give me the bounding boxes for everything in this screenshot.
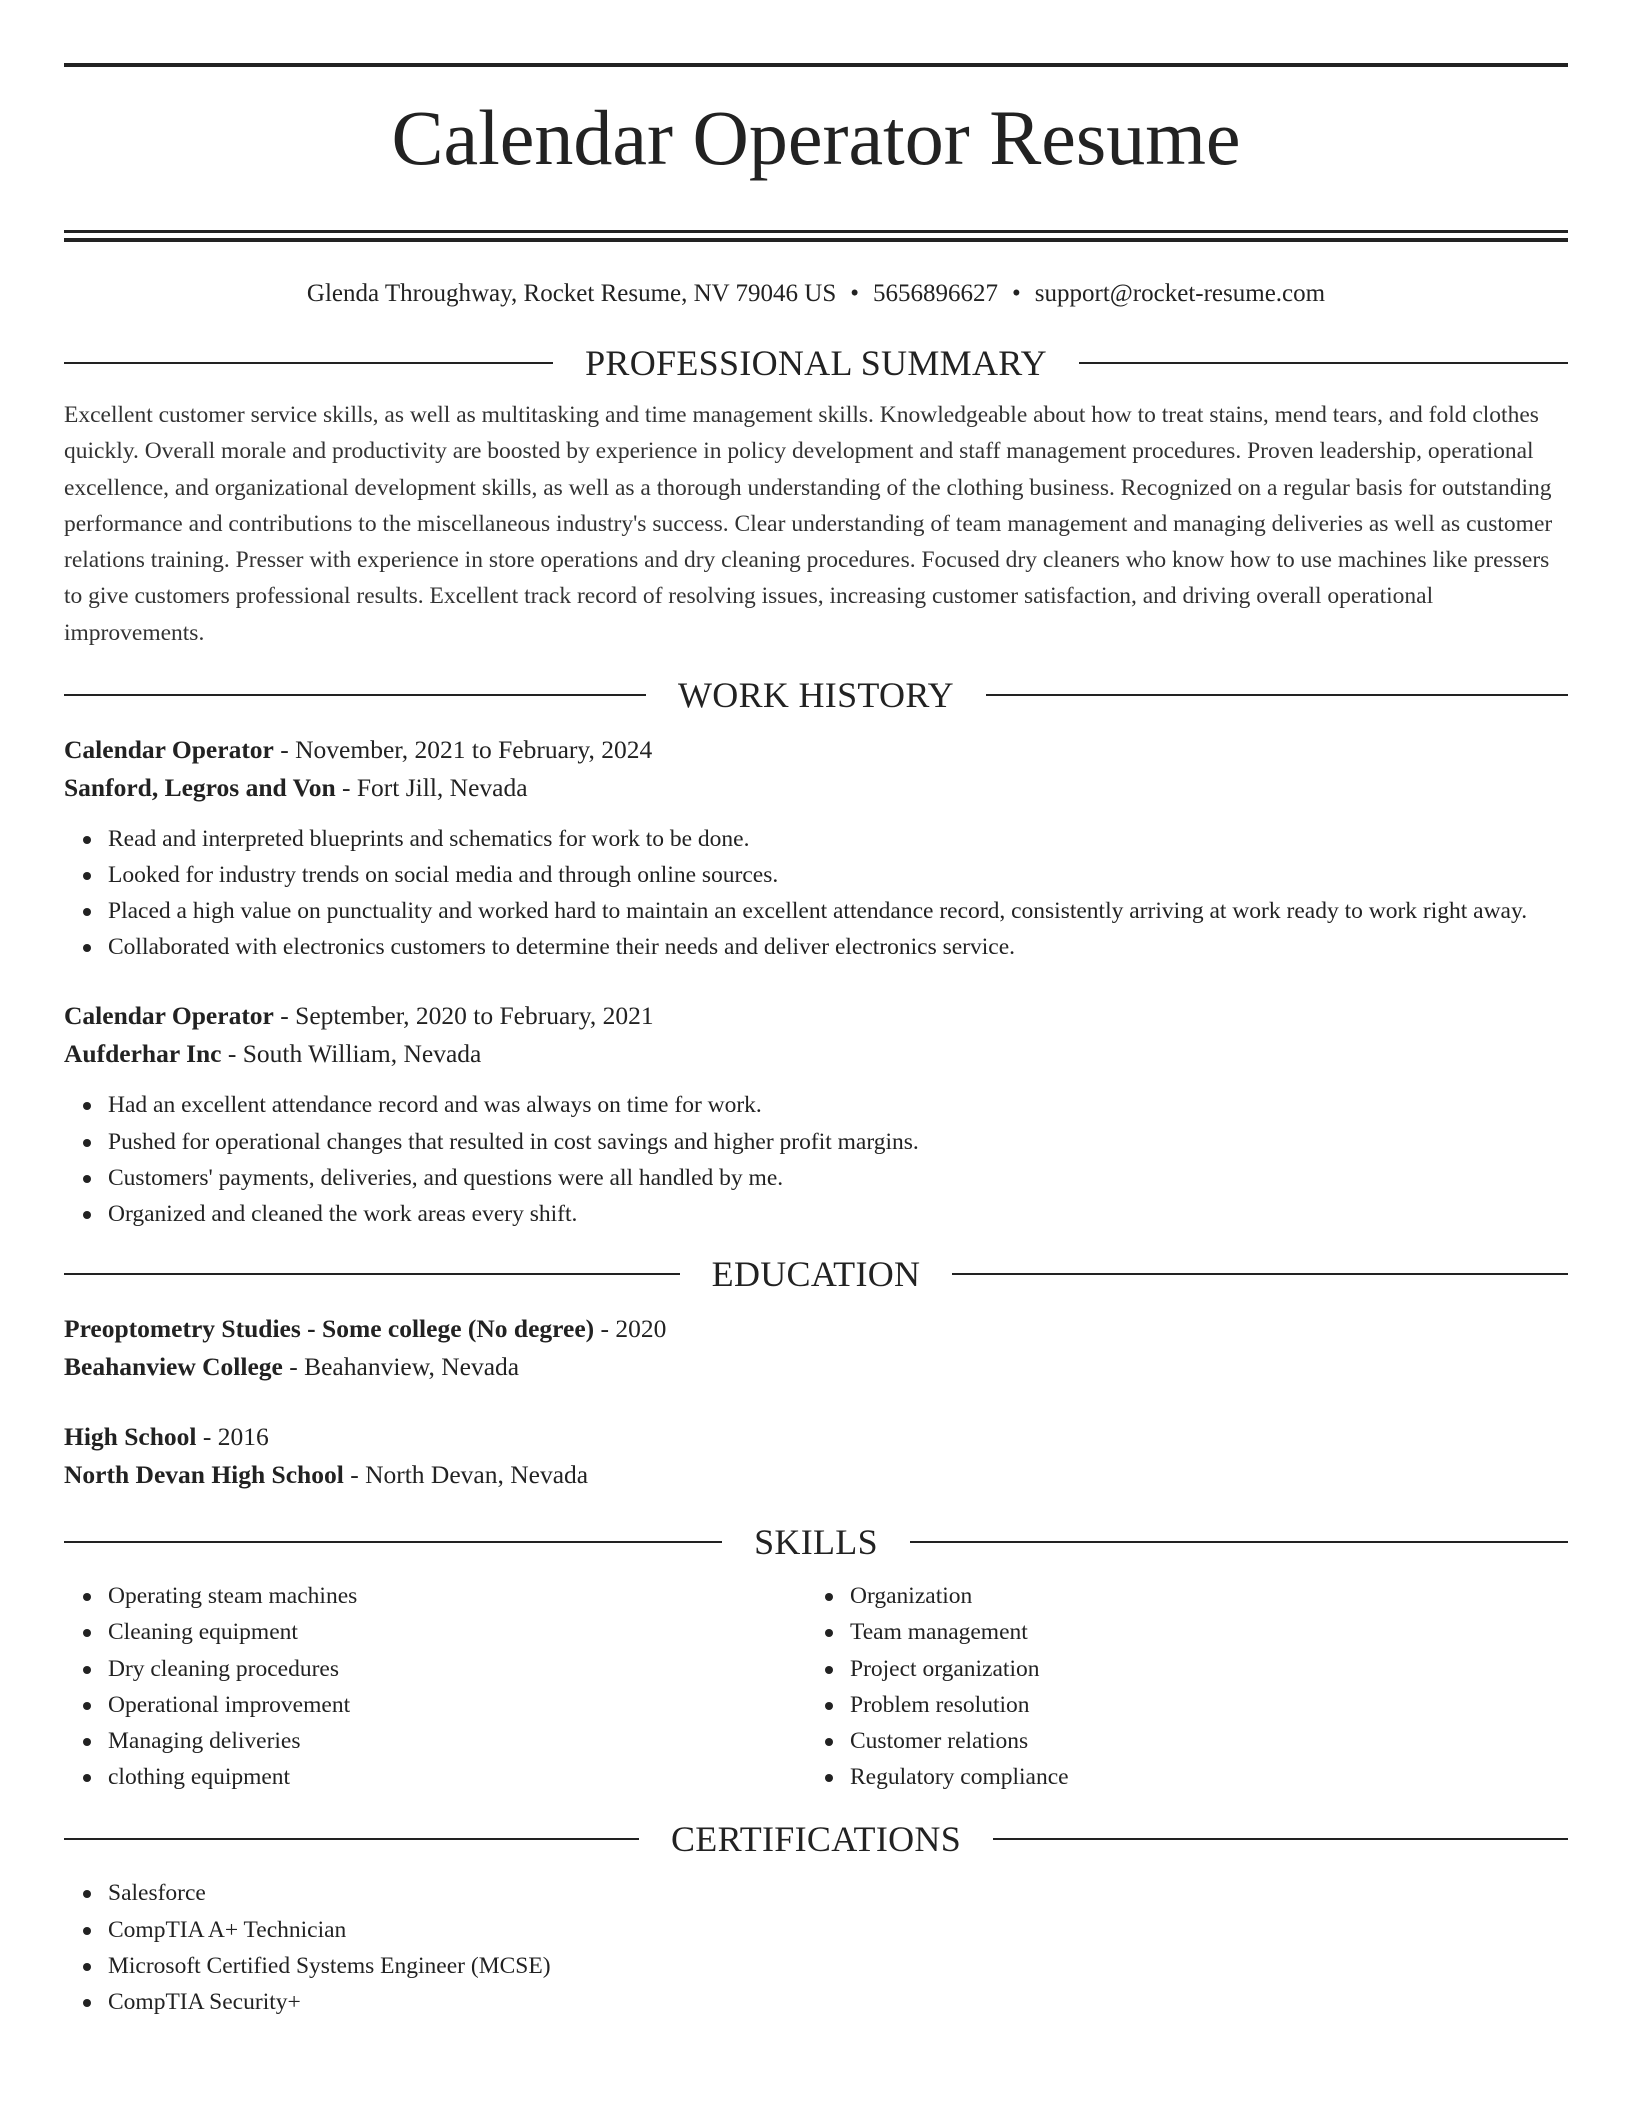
list-item: Project organization (806, 1651, 1548, 1687)
education-school: Beahanview College (64, 1352, 283, 1382)
list-item: Operational improvement (64, 1687, 806, 1723)
skills-list-left (64, 1578, 806, 1795)
job-title-line (64, 731, 1568, 769)
list-item: Cleaning equipment (64, 1614, 806, 1650)
job-bullets (64, 1087, 1568, 1232)
list-item: Read and interpreted blueprints and schematics for work to be done. (64, 821, 1568, 857)
education-degree-line (64, 1310, 1568, 1348)
list-item: Pushed for operational changes that resulted in cost savings and higher profit margins. (64, 1124, 1568, 1160)
section-header-education (64, 1254, 1568, 1294)
job-entry (64, 731, 1568, 966)
job-bullets (64, 821, 1568, 966)
list-item: Microsoft Certified Systems Engineer (MCSE) (64, 1948, 1568, 1984)
skills-list-right (806, 1578, 1548, 1795)
job-title: Calendar Operator (64, 1001, 274, 1031)
certifications-list (64, 1875, 1568, 2020)
education-entry (64, 1310, 1568, 1386)
list-item: Operating steam machines (64, 1578, 806, 1614)
education-entry (64, 1418, 1568, 1494)
section-title: EDUCATION (711, 1254, 921, 1295)
education-degree-line (64, 1418, 1568, 1456)
education-location: - North Devan, Nevada (343, 1460, 589, 1490)
section-header-work (64, 675, 1568, 715)
list-item: CompTIA Security+ (64, 1984, 1568, 2020)
list-item: clothing equipment (64, 1759, 806, 1795)
page-title: Calendar Operator Resume (391, 94, 1241, 181)
section-title: CERTIFICATIONS (670, 1819, 962, 1860)
list-item: Managing deliveries (64, 1723, 806, 1759)
title-double-rule (64, 230, 1568, 242)
contact-email[interactable]: support@rocket-resume.com (1034, 280, 1326, 307)
contact-separator: • (850, 280, 860, 307)
list-item: Salesforce (64, 1875, 1568, 1911)
list-item: Regulatory compliance (806, 1759, 1548, 1795)
skills-grid (64, 1578, 1568, 1795)
list-item: Placed a high value on punctuality and worked hard to maintain an excellent attendance record, consistently arriving at work ready to work right away. (64, 893, 1568, 929)
section-title: SKILLS (754, 1522, 878, 1563)
education-location: - Beahanview, Nevada (282, 1352, 520, 1382)
education-degree: High School (64, 1422, 197, 1452)
top-rule (64, 63, 1568, 67)
contact-line (64, 279, 1568, 309)
job-dates: - November, 2021 to February, 2024 (273, 734, 653, 764)
job-title-line (64, 997, 1568, 1035)
list-item: Had an excellent attendance record and was always on time for work. (64, 1087, 1568, 1123)
section-title: WORK HISTORY (678, 674, 954, 715)
list-item: Customers' payments, deliveries, and questions were all handled by me. (64, 1160, 1568, 1196)
list-item: Organized and cleaned the work areas every shift. (64, 1196, 1568, 1232)
list-item: Dry cleaning procedures (64, 1651, 806, 1687)
list-item: Collaborated with electronics customers to determine their needs and deliver electronics service. (64, 929, 1568, 965)
job-title: Calendar Operator (64, 734, 274, 764)
contact-address: Glenda Throughway, Rocket Resume, NV 79046 US (306, 280, 837, 307)
job-company-line (64, 1035, 1568, 1073)
job-company: Sanford, Legros and Von (64, 772, 336, 802)
job-company: Aufderhar Inc (64, 1039, 222, 1069)
contact-separator: • (1012, 280, 1021, 307)
job-company-line (64, 769, 1568, 807)
contact-phone: 5656896627 (873, 280, 999, 307)
education-year: - 2016 (196, 1422, 269, 1452)
list-item: Team management (806, 1614, 1548, 1650)
job-location: - South William, Nevada (221, 1039, 482, 1069)
job-dates: - September, 2020 to February, 2021 (273, 1001, 654, 1031)
education-school-line (64, 1348, 1568, 1386)
list-item: CompTIA A+ Technician (64, 1912, 1568, 1948)
section-header-certifications (64, 1819, 1568, 1859)
list-item: Looked for industry trends on social media and through online sources. (64, 857, 1568, 893)
education-degree: Preoptometry Studies - Some college (No degree) (64, 1314, 595, 1344)
education-school-line (64, 1456, 1568, 1494)
summary-text: Excellent customer service skills, as well as multitasking and time management skills. Knowledgeable about how to treat stains, mend tears, and fold clothes quickly. Overall morale and productivity are boosted by experience in policy development and staff management procedures. Proven leadership, operational excellence, and organizational development skills, as well as a thorough understanding of the clothing business. Recognized on a regular basis for outstanding performance and contributions to the miscellaneous industry's success. Clear understanding of team management and managing deliveries as well as customer relations training. Presser with experience in store operations and dry cleaning procedures. Focused dry cleaners who know how to use machines like pressers to give customers professional results. Excellent track record of resolving issues, increasing customer satisfaction, and driving overall operational improvements. (64, 402, 1553, 646)
education-year: - 2020 (594, 1314, 667, 1344)
list-item: Organization (806, 1578, 1548, 1614)
section-title: PROFESSIONAL SUMMARY (585, 343, 1047, 383)
resume-page (64, 0, 1568, 2020)
section-header-summary (64, 343, 1568, 383)
job-location: - Fort Jill, Nevada (335, 772, 528, 802)
section-header-skills (64, 1522, 1568, 1562)
job-entry (64, 997, 1568, 1232)
education-school: North Devan High School (64, 1460, 344, 1490)
list-item: Customer relations (806, 1723, 1548, 1759)
list-item: Problem resolution (806, 1687, 1548, 1723)
